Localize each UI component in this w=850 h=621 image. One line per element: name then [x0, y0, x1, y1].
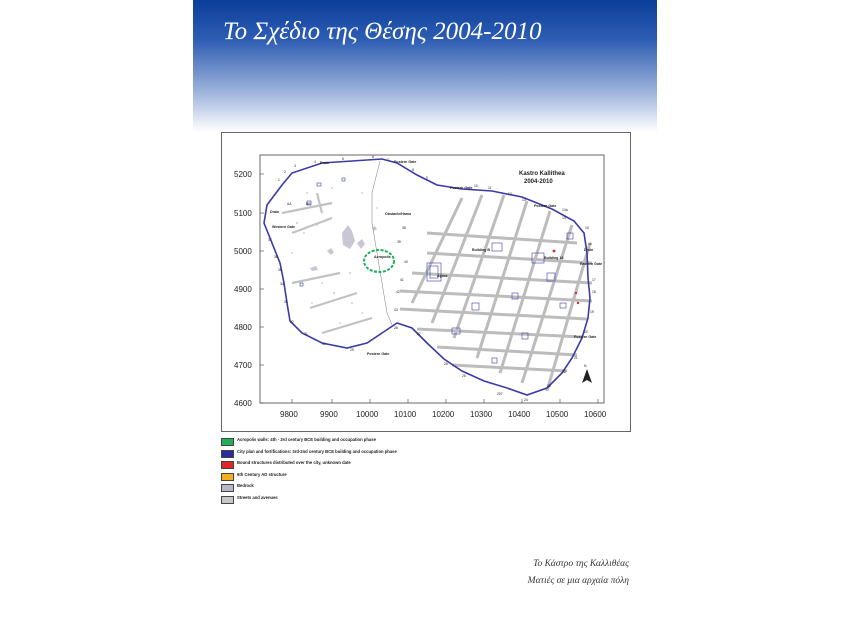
label-gate-13a: 13a: [562, 208, 568, 212]
y-tick-label: 5000: [234, 247, 252, 256]
wall-number: 12: [508, 192, 512, 196]
label-obstacle: Obstacle/Hamo: [385, 212, 412, 216]
wall-number: 31: [304, 332, 308, 336]
label-agora: Agora: [437, 274, 448, 278]
x-tick-label: 10200: [432, 410, 455, 419]
site-plan-map: [221, 132, 631, 432]
map-title: Kastro Kallithea: [519, 171, 565, 177]
x-tick-label: 10300: [470, 410, 493, 419]
map-subtitle: 2004-2010: [524, 179, 553, 185]
x-tick-label: 10600: [584, 410, 607, 419]
wall-number: 13: [522, 198, 526, 202]
wall-number: 19: [590, 310, 594, 314]
x-tick-label: 10100: [394, 410, 417, 419]
legend-swatch: [221, 496, 234, 504]
legend-item: [221, 494, 521, 505]
wall-number: 207: [497, 392, 503, 396]
legend-label: Acropolis walls: 4th - 3rd century BCE building and occupation phase: [237, 437, 376, 442]
wall-number: 37: [268, 238, 272, 242]
wall-number: 1: [278, 178, 280, 182]
label-drain-top: Drain: [320, 161, 330, 165]
legend-swatch: [221, 461, 234, 469]
wall-number: 27: [417, 332, 421, 336]
y-tick-label: 4800: [234, 323, 252, 332]
y-tick-label: 4700: [234, 361, 252, 370]
label-aa: AA: [287, 202, 292, 206]
wall-number: 36: [274, 255, 278, 259]
legend-item: [221, 459, 521, 470]
wall-number: 39: [397, 240, 401, 244]
legend-swatch: [221, 450, 234, 458]
legend-label: Bedrock: [237, 483, 254, 488]
wall-number: 10: [474, 184, 478, 188]
legend-item: [221, 436, 521, 447]
label-postern-gate-se: Postern Gate: [574, 335, 597, 339]
wall-number: 42: [396, 290, 400, 294]
label-bb: BB: [306, 202, 311, 206]
wall-number: 38: [402, 226, 406, 230]
label-postern-gate-top: Postern Gate: [394, 160, 417, 164]
wall-number: 29: [350, 348, 354, 352]
label-postern-gate-13a: Postern Gate: [534, 204, 557, 208]
y-tick-label: 4900: [234, 285, 252, 294]
wall-number: 22: [562, 370, 566, 374]
wall-number: 40: [404, 260, 408, 264]
label-postern-gate-ne: Postern Gate: [450, 186, 473, 190]
legend-label: 6th Century AD structure: [237, 471, 287, 477]
label-building-18: Building 18: [544, 256, 564, 260]
wall-number: 14: [562, 216, 566, 220]
wall-number: 5: [342, 157, 344, 161]
label-drain-west: Drain: [270, 210, 280, 214]
wall-number: 16: [588, 242, 592, 246]
wall-number: 8: [412, 168, 414, 172]
wall-number: 23: [547, 384, 551, 388]
wall-number: 3: [294, 164, 296, 168]
x-tick-label: 10500: [546, 410, 569, 419]
label-eastern-gate: Eastern Gate: [580, 262, 603, 266]
label-postern-gate-south: Postern Gate: [367, 352, 390, 356]
legend-label: City plan and fortifications: 3rd-2nd century BCE building and occupation phase: [237, 448, 397, 454]
legend-label: Streets and avenues: [237, 494, 278, 500]
wall-number: 18: [592, 290, 596, 294]
wall-number: 20: [584, 330, 588, 334]
y-tick-label: 4600: [234, 399, 252, 408]
page: [193, 0, 657, 621]
legend-swatch: [221, 438, 234, 446]
x-tick-label: 10000: [356, 410, 379, 419]
wall-number: 6: [372, 155, 374, 159]
wall-number: 9: [426, 176, 428, 180]
label-acropolis: Acropolis: [374, 255, 391, 259]
wall-number: 34: [280, 282, 284, 286]
wall-number: 2: [284, 170, 286, 174]
legend-item: [221, 482, 521, 493]
x-tick-label: 10400: [508, 410, 531, 419]
legend-swatch: [221, 484, 234, 492]
label-western-gate: Western Gate: [272, 225, 296, 229]
label-drain-east: Drain: [584, 248, 594, 252]
page-title: Το Σχέδιο της Θέσης 2004-2010: [223, 18, 542, 45]
x-tick-label: 9900: [320, 410, 338, 419]
wall-number: 21: [574, 356, 578, 360]
wall-number: 24: [524, 398, 528, 402]
legend-item: [221, 448, 521, 459]
legend-swatch: [221, 473, 234, 481]
wall-number: 41: [400, 278, 404, 282]
wall-number: 30: [322, 342, 326, 346]
wall-number: 11: [488, 186, 492, 190]
footer-line-1: Το Κάστρο της Καλλιθέας: [533, 559, 629, 569]
x-tick-label: 9800: [280, 410, 298, 419]
wall-number: 15: [585, 226, 589, 230]
y-tick-label: 5200: [234, 170, 252, 179]
wall-number: 33: [284, 300, 288, 304]
y-tick-label: 5100: [234, 209, 252, 218]
y-axis: [234, 170, 264, 408]
label-building-b: Building B: [472, 248, 490, 252]
title-banner: [193, 0, 657, 132]
map-legend: [221, 436, 521, 505]
wall-number: 25: [462, 374, 466, 378]
wall-number: 4: [314, 160, 316, 164]
footer-line-2: Ματιές σε μια αρχαία πόλη: [527, 576, 629, 586]
legend-label: Bound structures distributed over the city, unknown date: [237, 460, 351, 465]
compass-label: N: [584, 364, 587, 368]
wall-number: 26: [444, 362, 448, 366]
wall-number: 32: [290, 320, 294, 324]
wall-number: 35: [278, 268, 282, 272]
wall-number: 43: [394, 308, 398, 312]
wall-number: 17: [592, 278, 596, 282]
wall-number: 28: [394, 326, 398, 330]
legend-item: [221, 471, 521, 482]
footer-caption: [528, 556, 629, 590]
wall-number: 7: [387, 158, 389, 162]
